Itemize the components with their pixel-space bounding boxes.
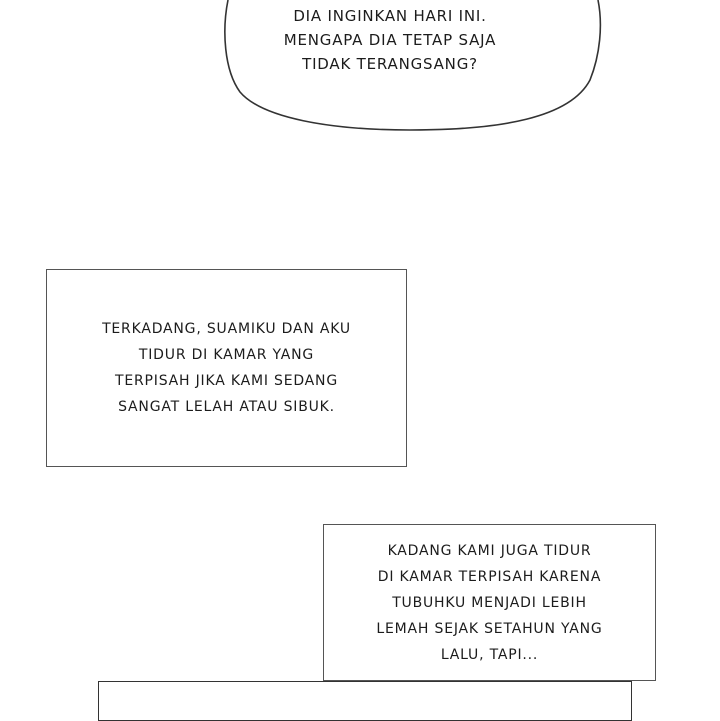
narration-line: LALU, TAPI...: [440, 646, 539, 663]
narration-line: TERPISAH JIKA KAMI SEDANG: [115, 373, 338, 389]
speech-line: MENGAPA DIA TETAP SAJA: [283, 31, 497, 49]
narration-line: SANGAT LELAH ATAU SIBUK.: [118, 399, 335, 415]
next-panel-frame: [98, 681, 632, 721]
narration-line: DI KAMAR TERPISAH KARENA: [377, 568, 602, 585]
speech-line: DIA INGINKAN HARI INI.: [293, 7, 487, 25]
speech-line: TIDAK TERANGSANG?: [302, 55, 478, 73]
narration-box-2: [323, 524, 656, 681]
narration-line: TUBUHKU MENJADI LEBIH: [392, 594, 587, 611]
narration-line: TIDUR DI KAMAR YANG: [138, 347, 315, 363]
speech-bubble-text: [240, 4, 540, 76]
narration-text-1: [102, 316, 351, 420]
narration-line: KADANG KAMI JUGA TIDUR: [387, 542, 592, 559]
narration-line: LEMAH SEJAK SETAHUN YANG: [376, 620, 603, 637]
narration-line: TERKADANG, SUAMIKU DAN AKU: [102, 321, 351, 337]
narration-text-2: [376, 538, 602, 668]
narration-box-1: [46, 269, 407, 467]
